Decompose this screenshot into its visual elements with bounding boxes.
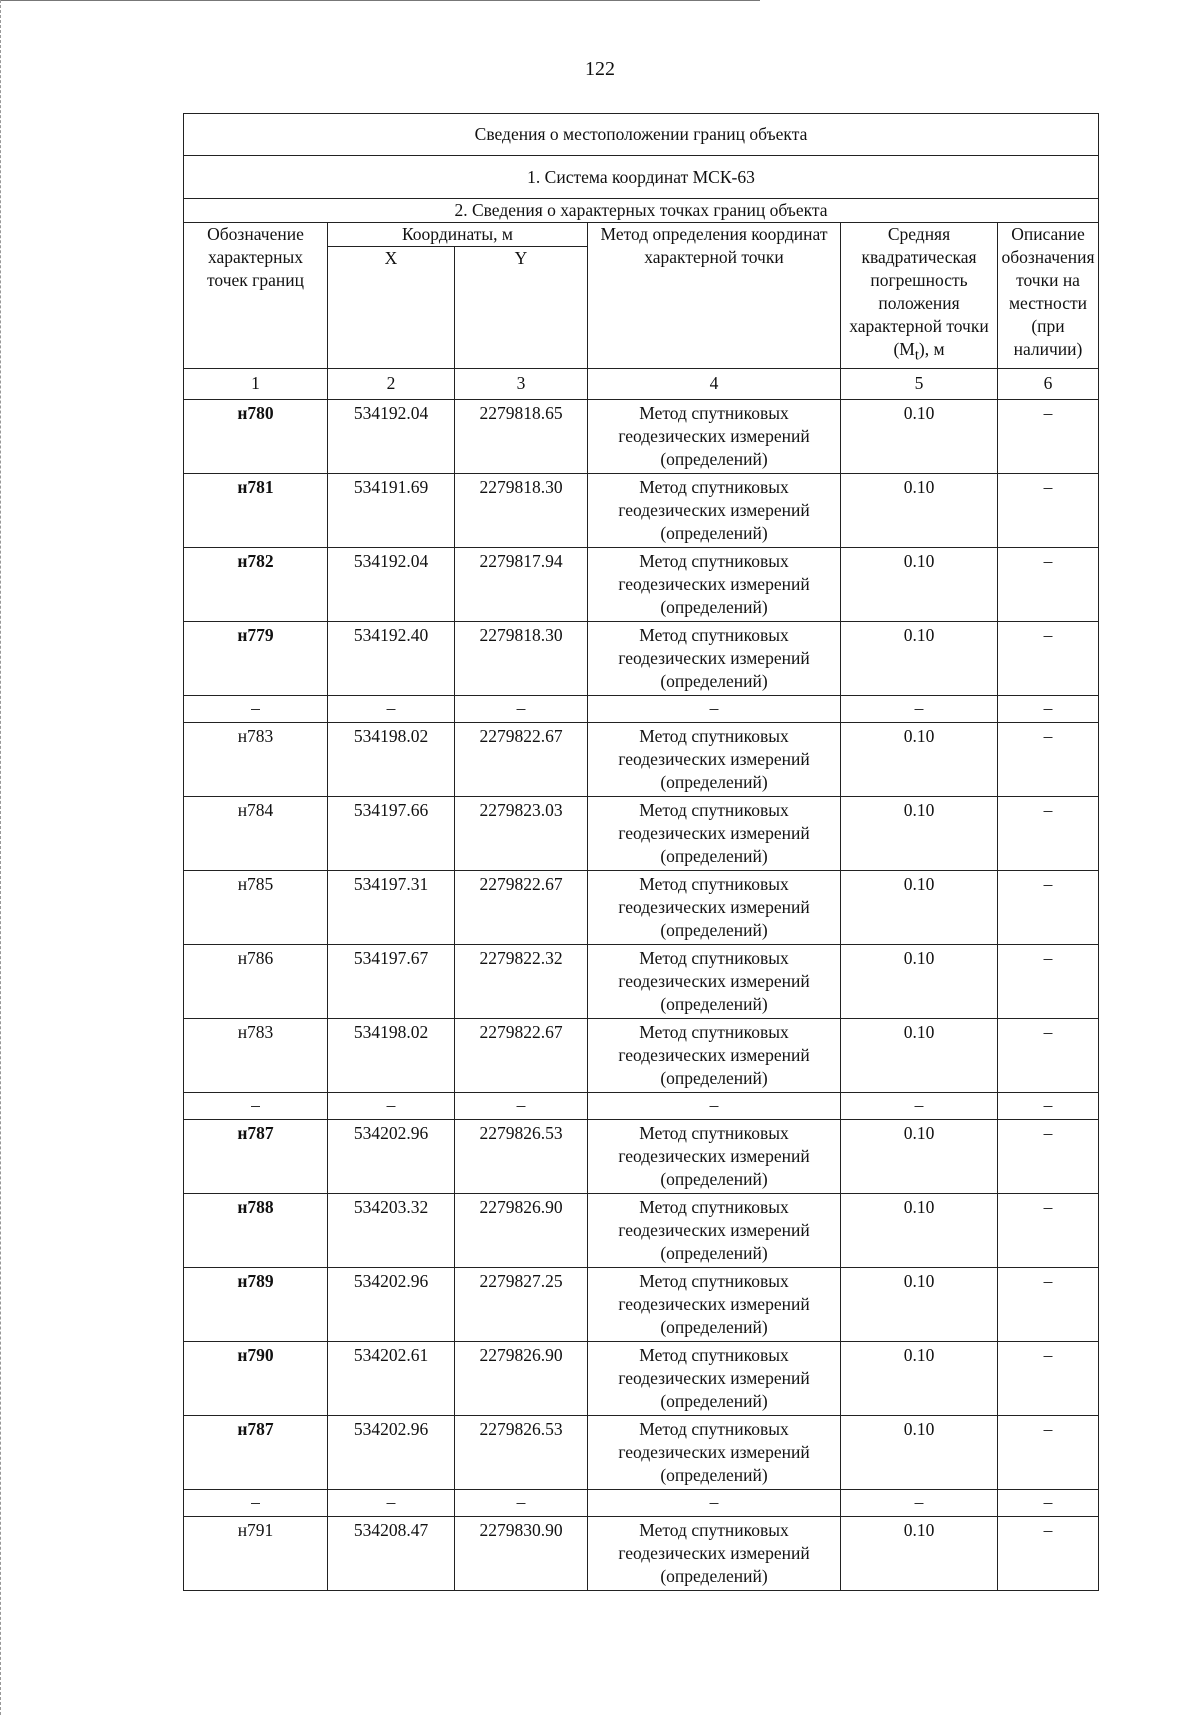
cell-x: 534203.32: [328, 1193, 455, 1267]
separator-row: [184, 1489, 1099, 1516]
cell-description: –: [998, 722, 1099, 796]
column-number: 4: [588, 368, 841, 399]
table-row: [184, 1415, 1099, 1489]
cell-x: –: [328, 1489, 455, 1516]
cell-description: –: [998, 796, 1099, 870]
header-y: Y: [455, 247, 588, 368]
cell-y: 2279827.25: [455, 1267, 588, 1341]
cell-x: 534192.40: [328, 621, 455, 695]
cell-method: Метод спутниковых геодезических измерений (определений): [588, 1341, 841, 1415]
table-row: [184, 722, 1099, 796]
cell-x: 534202.96: [328, 1415, 455, 1489]
cell-description: –: [998, 695, 1099, 722]
cell-description: –: [998, 1193, 1099, 1267]
column-number: 5: [841, 368, 998, 399]
table-row: [184, 547, 1099, 621]
cell-point: –: [184, 1092, 328, 1119]
cell-y: 2279830.90: [455, 1516, 588, 1590]
cell-y: 2279826.90: [455, 1193, 588, 1267]
cell-description: –: [998, 547, 1099, 621]
table-row: [184, 1119, 1099, 1193]
cell-method: Метод спутниковых геодезических измерений (определений): [588, 1119, 841, 1193]
cell-error: 0.10: [841, 1267, 998, 1341]
cell-y: 2279818.30: [455, 473, 588, 547]
table-row: [184, 1193, 1099, 1267]
cell-y: 2279822.67: [455, 1018, 588, 1092]
cell-x: –: [328, 695, 455, 722]
cell-error: 0.10: [841, 1415, 998, 1489]
cell-y: –: [455, 695, 588, 722]
column-number: 3: [455, 368, 588, 399]
cell-description: –: [998, 621, 1099, 695]
table-row: [184, 796, 1099, 870]
cell-y: 2279817.94: [455, 547, 588, 621]
cell-point: н791: [184, 1516, 328, 1590]
cell-error: –: [841, 1092, 998, 1119]
header-error-tail: ), м: [918, 339, 945, 359]
table-row: [184, 1341, 1099, 1415]
cell-error: –: [841, 1489, 998, 1516]
cell-y: 2279818.30: [455, 621, 588, 695]
cell-error: –: [841, 695, 998, 722]
cell-description: –: [998, 1267, 1099, 1341]
cell-y: 2279822.67: [455, 870, 588, 944]
cell-method: Метод спутниковых геодезических измерений (определений): [588, 399, 841, 473]
cell-x: 534198.02: [328, 722, 455, 796]
cell-method: –: [588, 1489, 841, 1516]
cell-point: н785: [184, 870, 328, 944]
cell-y: 2279822.67: [455, 722, 588, 796]
cell-y: 2279826.53: [455, 1415, 588, 1489]
cell-error: 0.10: [841, 621, 998, 695]
table-row: [184, 399, 1099, 473]
cell-y: 2279822.32: [455, 944, 588, 1018]
cell-description: –: [998, 1516, 1099, 1590]
cell-point: н786: [184, 944, 328, 1018]
cell-error: 0.10: [841, 1119, 998, 1193]
header-method: Метод определения координат характерной точки: [588, 223, 841, 369]
cell-description: –: [998, 1415, 1099, 1489]
cell-error: 0.10: [841, 944, 998, 1018]
cell-x: 534192.04: [328, 399, 455, 473]
cell-description: –: [998, 870, 1099, 944]
cell-y: 2279826.53: [455, 1119, 588, 1193]
cell-error: 0.10: [841, 399, 998, 473]
cell-method: –: [588, 695, 841, 722]
cell-y: 2279818.65: [455, 399, 588, 473]
cell-error: 0.10: [841, 473, 998, 547]
table-row: [184, 944, 1099, 1018]
table-title: Сведения о местоположении границ объекта: [184, 114, 1099, 156]
coordinate-system: 1. Система координат МСК-63: [184, 156, 1099, 199]
cell-description: –: [998, 944, 1099, 1018]
table-row: [184, 1516, 1099, 1590]
cell-error: 0.10: [841, 1193, 998, 1267]
table-row: [184, 621, 1099, 695]
cell-point: н787: [184, 1415, 328, 1489]
table-row: [184, 870, 1099, 944]
cell-x: 534208.47: [328, 1516, 455, 1590]
cell-y: 2279826.90: [455, 1341, 588, 1415]
separator-row: [184, 1092, 1099, 1119]
cell-point: н783: [184, 1018, 328, 1092]
cell-description: –: [998, 399, 1099, 473]
scan-left-edge: [0, 0, 3, 1715]
cell-error: 0.10: [841, 722, 998, 796]
page-number: 122: [585, 58, 615, 80]
cell-method: Метод спутниковых геодезических измерений (определений): [588, 722, 841, 796]
header-error-sub: t: [914, 347, 919, 364]
cell-method: Метод спутниковых геодезических измерений (определений): [588, 1267, 841, 1341]
cell-error: 0.10: [841, 547, 998, 621]
cell-method: Метод спутниковых геодезических измерений (определений): [588, 944, 841, 1018]
separator-row: [184, 695, 1099, 722]
column-number: 2: [328, 368, 455, 399]
cell-description: –: [998, 1018, 1099, 1092]
cell-description: –: [998, 1119, 1099, 1193]
cell-point: н781: [184, 473, 328, 547]
cell-point: н789: [184, 1267, 328, 1341]
cell-point: н780: [184, 399, 328, 473]
cell-x: 534191.69: [328, 473, 455, 547]
cell-method: Метод спутниковых геодезических измерений (определений): [588, 473, 841, 547]
column-number: 6: [998, 368, 1099, 399]
cell-error: 0.10: [841, 1341, 998, 1415]
cell-method: Метод спутниковых геодезических измерений (определений): [588, 796, 841, 870]
cell-point: н783: [184, 722, 328, 796]
cell-x: 534202.61: [328, 1341, 455, 1415]
header-coordinates: Координаты, м: [328, 223, 588, 247]
column-number: 1: [184, 368, 328, 399]
cell-y: 2279823.03: [455, 796, 588, 870]
cell-error: 0.10: [841, 1516, 998, 1590]
cell-point: –: [184, 1489, 328, 1516]
cell-error: 0.10: [841, 1018, 998, 1092]
cell-x: 534197.67: [328, 944, 455, 1018]
cell-point: н788: [184, 1193, 328, 1267]
table-row: [184, 1018, 1099, 1092]
cell-method: –: [588, 1092, 841, 1119]
cell-y: –: [455, 1092, 588, 1119]
header-error: [841, 223, 998, 369]
header-x: X: [328, 247, 455, 368]
cell-x: 534202.96: [328, 1119, 455, 1193]
cell-x: –: [328, 1092, 455, 1119]
header-error-main: Средняя квадратическая погрешность положения характерной точки (M: [849, 224, 989, 359]
cell-method: Метод спутниковых геодезических измерений (определений): [588, 1018, 841, 1092]
cell-x: 534197.66: [328, 796, 455, 870]
cell-description: –: [998, 1092, 1099, 1119]
table-row: [184, 1267, 1099, 1341]
cell-y: –: [455, 1489, 588, 1516]
cell-method: Метод спутниковых геодезических измерений (определений): [588, 870, 841, 944]
cell-x: 534198.02: [328, 1018, 455, 1092]
cell-point: н787: [184, 1119, 328, 1193]
cell-point: н779: [184, 621, 328, 695]
cell-method: Метод спутниковых геодезических измерений (определений): [588, 1193, 841, 1267]
cell-x: 534202.96: [328, 1267, 455, 1341]
header-point: Обозначение характерных точек границ: [184, 223, 328, 369]
boundary-points-table: [183, 113, 1099, 1591]
cell-error: 0.10: [841, 870, 998, 944]
cell-method: Метод спутниковых геодезических измерений (определений): [588, 621, 841, 695]
scan-top-edge: [0, 0, 760, 2]
header-description: Описание обозначения точки на местности (при наличии): [998, 223, 1099, 369]
cell-point: –: [184, 695, 328, 722]
cell-method: Метод спутниковых геодезических измерений (определений): [588, 1516, 841, 1590]
cell-description: –: [998, 1341, 1099, 1415]
cell-description: –: [998, 1489, 1099, 1516]
cell-error: 0.10: [841, 796, 998, 870]
cell-point: н790: [184, 1341, 328, 1415]
cell-x: 534192.04: [328, 547, 455, 621]
cell-method: Метод спутниковых геодезических измерений (определений): [588, 547, 841, 621]
cell-x: 534197.31: [328, 870, 455, 944]
cell-method: Метод спутниковых геодезических измерений (определений): [588, 1415, 841, 1489]
cell-description: –: [998, 473, 1099, 547]
cell-point: н784: [184, 796, 328, 870]
table-row: [184, 473, 1099, 547]
section-title: 2. Сведения о характерных точках границ объекта: [184, 199, 1099, 223]
cell-point: н782: [184, 547, 328, 621]
